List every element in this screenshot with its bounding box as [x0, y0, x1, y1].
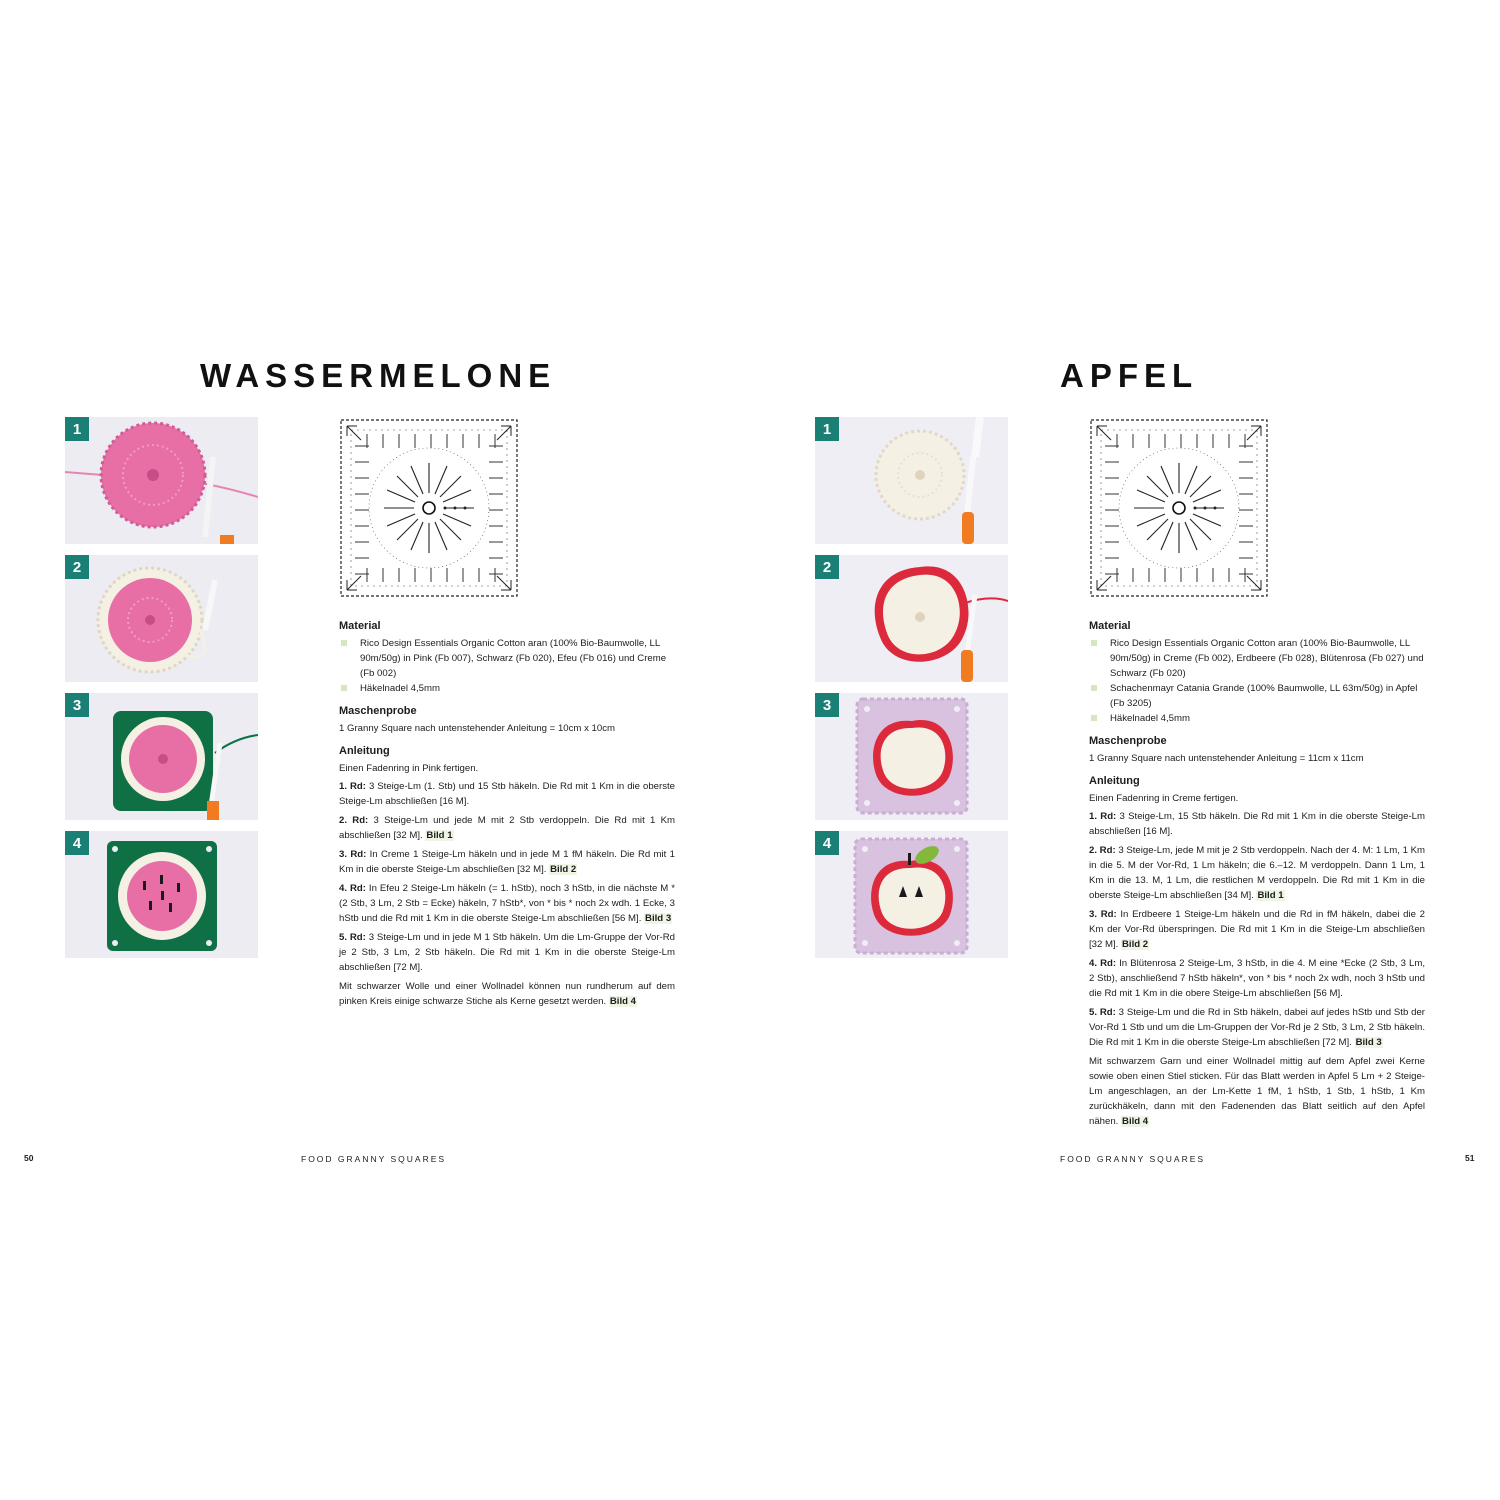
- material-list: [339, 636, 675, 696]
- page-title-wassermelone: WASSERMELONE: [200, 357, 557, 394]
- round-label: 4. Rd:: [1089, 958, 1117, 969]
- step-badge: 2: [65, 555, 89, 579]
- material-item: Schachenmayr Catania Grande (100% Baumwolle, LL 63m/50g) in Apfel (Fb 3205): [1089, 681, 1425, 711]
- round-5: [339, 930, 675, 975]
- material-item: Rico Design Essentials Organic Cotton aran (100% Bio-Baumwolle, LL 90m/50g) in Creme (Fb 002), Erdbeere (Fb 028), Blütenrosa (Fb 027) und Schwarz (Fb 020): [1089, 636, 1425, 681]
- material-item: Rico Design Essentials Organic Cotton aran (100% Bio-Baumwolle, LL 90m/50g) in Pink (Fb 007), Schwarz (Fb 020), Efeu (Fb 016) und Creme (Fb 002): [339, 636, 675, 681]
- round-text: 3 Steige-Lm, jede M mit je 2 Stb verdoppeln. Nach der 4. M: 1 Lm, 1 Km in die 5. M der Vor-Rd, 1 Lm häkeln; die 6.–12. M verdoppeln. Dann 1 Lm, 1 Km in die 13. M, 1 Lm, die restlichen M verdoppeln. Die Rd mit 1 Km in die oberste Steige-Lm abschließen [34 M].: [1089, 845, 1425, 901]
- step-badge: 2: [815, 555, 839, 579]
- round-label: 1. Rd:: [1089, 811, 1117, 822]
- image-reference: Bild 1: [426, 830, 453, 841]
- instructions-intro: Einen Fadenring in Creme fertigen.: [1089, 793, 1239, 804]
- round-text: In Blütenrosa 2 Steige-Lm, 3 hStb, in die 4. M eine *Ecke (2 Stb, 3 Lm, 2 Stb), anschließend 7 hStb häkeln*, von * bis * noch 2x wdh, noch 3 hStb und die Rd mit 1 Km in die obere Steige-Lm abschließen [56 M].: [1089, 958, 1425, 999]
- instructions-intro: Einen Fadenring in Pink fertigen.: [339, 763, 479, 774]
- page-number-right: 51: [1465, 1153, 1475, 1163]
- photo-apfel-2: [815, 555, 1008, 682]
- photo-apfel-4: [815, 831, 1008, 958]
- closing-text: [339, 979, 675, 1009]
- step-badge: 1: [815, 417, 839, 441]
- closing-body: Mit schwarzem Garn und einer Wollnadel mittig auf dem Apfel zwei Kerne sowie oben einen Stiel sticken. Für das Blatt werden in Apfel 5 Lm + 2 Steige-Lm angeschlagen, an der Lm-Kette 1 fM, 1 hStb, 1 Stb, 1 hStb, 1 Km zurückhäkeln, dann mit den Fadenenden das Blatt seitlich auf den Apfel nähen.: [1089, 1056, 1425, 1127]
- round-label: 2. Rd:: [339, 815, 369, 826]
- photo-wassermelone-1: [65, 417, 258, 544]
- closing-body: Mit schwarzer Wolle und einer Wollnadel können nun rundherum auf dem pinken Kreis einige schwarze Stiche als Kerne gesetzt werden.: [339, 981, 675, 1007]
- image-reference: Bild 3: [645, 913, 672, 924]
- instructions-heading: Anleitung: [339, 745, 390, 757]
- image-reference: Bild 3: [1355, 1037, 1382, 1048]
- round-label: 3. Rd:: [339, 849, 367, 860]
- material-list: [1089, 636, 1425, 726]
- round-text: In Efeu 2 Steige-Lm häkeln (= 1. hStb), noch 3 hStb, in die nächste M *(2 Stb, 3 Lm, 2 Stb = Ecke) häkeln, 7 hStb*, von * bis * noch 2x wdh. 1 Ecke, 3 hStb und die Rd mit 1 Km in die oberste Steige-Lm abschließen [56 M].: [339, 883, 675, 924]
- image-reference: Bild 2: [550, 864, 577, 875]
- round-3: [339, 847, 675, 877]
- round-label: 5. Rd:: [339, 932, 366, 943]
- footer-left: FOOD GRANNY SQUARES: [301, 1154, 447, 1164]
- instructions-heading: Anleitung: [1089, 775, 1140, 787]
- round-label: 4. Rd:: [339, 883, 366, 894]
- round-1: [339, 779, 675, 809]
- crochet-chart-wassermelone: [339, 418, 519, 598]
- photo-wassermelone-2: [65, 555, 258, 682]
- round-label: 1. Rd:: [339, 781, 366, 792]
- round-text: In Erdbeere 1 Steige-Lm häkeln und die Rd in fM häkeln, dabei die 2 Km der Vor-Rd überspringen. Die Rd mit 1 Km in die Steige-Lm abschließen [32 M].: [1089, 909, 1425, 950]
- photo-apfel-3: [815, 693, 1008, 820]
- instructions-wassermelone: [339, 619, 675, 1013]
- round-2: [1089, 843, 1425, 903]
- round-4: [339, 881, 675, 926]
- crochet-chart-apfel: [1089, 418, 1269, 598]
- material-item: Häkelnadel 4,5mm: [339, 681, 675, 696]
- step-badge: 4: [65, 831, 89, 855]
- instructions-apfel: [1089, 619, 1425, 1133]
- gauge-text: 1 Granny Square nach untenstehender Anleitung = 11cm x 11cm: [1089, 753, 1364, 764]
- round-2: [339, 813, 675, 843]
- round-label: 3. Rd:: [1089, 909, 1117, 920]
- image-reference: Bild 4: [1122, 1116, 1149, 1127]
- round-text: 3 Steige-Lm und jede M mit 2 Stb verdoppeln. Die Rd mit 1 Km abschließen [32 M].: [339, 815, 675, 841]
- step-badge: 4: [815, 831, 839, 855]
- gauge-text: 1 Granny Square nach untenstehender Anleitung = 10cm x 10cm: [339, 723, 615, 734]
- gauge-heading: Maschenprobe: [1089, 735, 1167, 747]
- gauge-heading: Maschenprobe: [339, 705, 417, 717]
- step-badge: 1: [65, 417, 89, 441]
- round-text: 3 Steige-Lm und in jede M 1 Stb häkeln. Um die Lm-Gruppe der Vor-Rd je 2 Stb, 3 Lm, 2 Stb häkeln. Die Rd mit 1 Km in die oberste Steige-Lm abschließen [72 M].: [339, 932, 676, 973]
- image-reference: Bild 1: [1257, 890, 1284, 901]
- footer-right: FOOD GRANNY SQUARES: [1060, 1154, 1206, 1164]
- round-4: [1089, 956, 1425, 1001]
- image-reference: Bild 4: [609, 996, 636, 1007]
- photo-wassermelone-3: [65, 693, 258, 820]
- image-reference: Bild 2: [1122, 939, 1149, 950]
- material-heading: Material: [339, 620, 381, 632]
- photo-wassermelone-4: [65, 831, 258, 958]
- round-3: [1089, 907, 1425, 952]
- closing-text: [1089, 1054, 1425, 1129]
- round-1: [1089, 809, 1425, 839]
- round-label: 2. Rd:: [1089, 845, 1116, 856]
- photo-apfel-1: [815, 417, 1008, 544]
- page-title-apfel: APFEL: [1060, 357, 1199, 394]
- page-number-left: 50: [24, 1153, 34, 1163]
- round-5: [1089, 1005, 1425, 1050]
- step-badge: 3: [65, 693, 89, 717]
- material-item: Häkelnadel 4,5mm: [1089, 711, 1425, 726]
- round-label: 5. Rd:: [1089, 1007, 1116, 1018]
- step-badge: 3: [815, 693, 839, 717]
- round-text: 3 Steige-Lm und die Rd in Stb häkeln, dabei auf jedes hStb und Stb der Vor-Rd 1 Stb und um die Lm-Gruppen der Vor-Rd je 2 Stb, 3 Lm, 2 Stb häkeln. Die Rd mit 1 Km in die oberste Steige-Lm abschließen [72 M].: [1089, 1007, 1426, 1048]
- round-text: 3 Steige-Lm, 15 Stb häkeln. Die Rd mit 1 Km in die oberste Steige-Lm abschließen [16 M].: [1089, 811, 1425, 837]
- round-text: In Creme 1 Steige-Lm häkeln und in jede M 1 fM häkeln. Die Rd mit 1 Km in die oberste Steige-Lm abschließen [32 M].: [339, 849, 675, 875]
- material-heading: Material: [1089, 620, 1131, 632]
- round-text: 3 Steige-Lm (1. Stb) und 15 Stb häkeln. Die Rd mit 1 Km in die oberste Steige-Lm abschließen [16 M].: [339, 781, 675, 807]
